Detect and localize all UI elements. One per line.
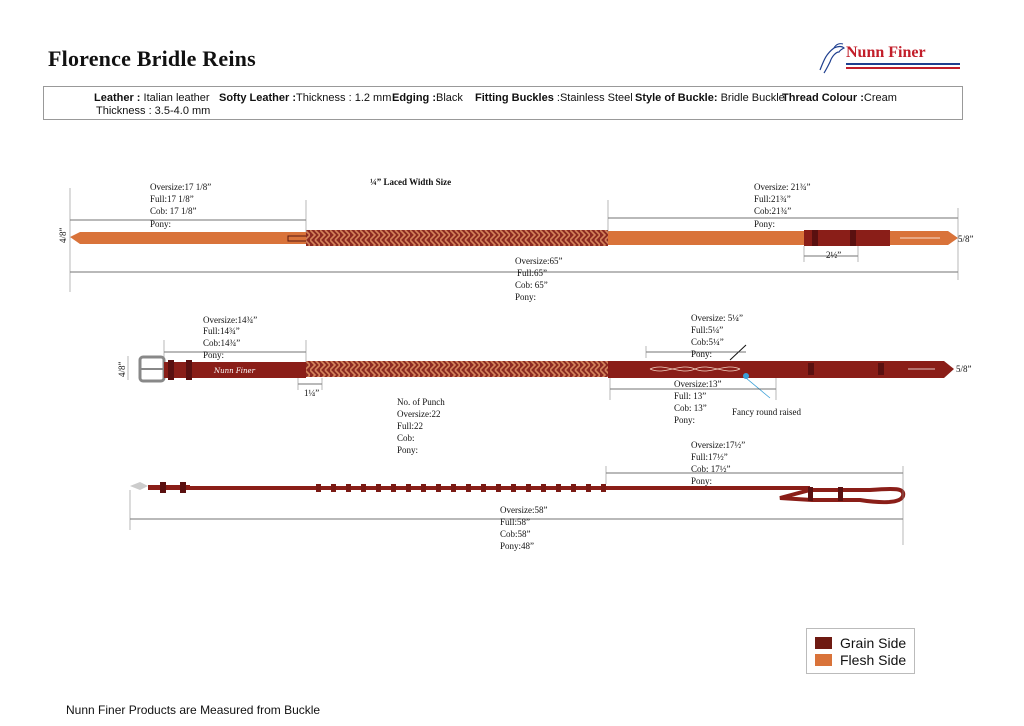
rein1-total-size: Oversize:65” xyxy=(515,256,563,266)
rein3-total-size: Oversize:58” xyxy=(500,505,548,515)
rein3-keeper-4 xyxy=(838,487,843,501)
punch-hole xyxy=(406,484,411,492)
rein2-right-top-size: Pony: xyxy=(691,349,713,359)
punch-size: No. of Punch xyxy=(397,397,445,407)
rein2-right-top-size: Cob:5¼” xyxy=(691,337,724,347)
rein3-keeper-2 xyxy=(180,482,186,493)
legend-grain-label: Grain Side xyxy=(840,635,907,651)
punch-size: Pony: xyxy=(397,445,419,455)
rein1-left-size: Full:17 1/8” xyxy=(150,194,194,204)
spec-edging-label: Edging : xyxy=(392,92,436,104)
rein1-keeper-span: 2½” xyxy=(826,250,842,260)
rein2-right-top-size: Full:5¼” xyxy=(691,325,724,335)
spec-style-label: Style of Buckle: xyxy=(635,92,718,104)
rein3-total-size: Full:58” xyxy=(500,517,531,527)
legend-flesh xyxy=(815,651,906,669)
rein1-width-right: 5/8” xyxy=(958,234,974,244)
rein3-right-size: Full:17½” xyxy=(691,452,728,462)
punch-hole xyxy=(331,484,336,492)
laced-width-caption: ¼” Laced Width Size xyxy=(370,177,452,187)
rein2-right-mid-size: Oversize:13” xyxy=(674,379,722,389)
rein-1 xyxy=(58,182,974,302)
spec-softy-value: Thickness : 1.2 mm xyxy=(296,92,392,104)
rein1-total-size: Full:65” xyxy=(517,268,548,278)
rein2-buckle-gap: 1¼” xyxy=(304,388,320,398)
punch-hole xyxy=(466,484,471,492)
rein2-width-right: 5/8” xyxy=(956,364,972,374)
punch-hole xyxy=(556,484,561,492)
logo-wordmark: Nunn Finer xyxy=(846,44,926,61)
rein1-right-size: Cob:21¾” xyxy=(754,206,792,216)
rein2-width-left: 4/8” xyxy=(117,361,127,377)
rein1-left-size: Oversize:17 1/8” xyxy=(150,182,212,192)
rein1-keeper-2 xyxy=(850,230,856,246)
rein1-flesh-left xyxy=(70,232,306,244)
punch-hole xyxy=(361,484,366,492)
flesh-swatch xyxy=(815,654,832,666)
rein2-right-top-size: Oversize: 5¼” xyxy=(691,313,743,323)
rein1-keeper-1 xyxy=(812,230,818,246)
rein2-laced-section xyxy=(306,361,608,377)
rein2-keeper-1 xyxy=(168,360,174,380)
rein3-keeper-3 xyxy=(808,487,813,501)
rein3-right-size: Oversize:17½” xyxy=(691,440,746,450)
punch-hole xyxy=(601,484,606,492)
fancy-leader-line xyxy=(746,378,770,398)
spec-thread-value: Cream xyxy=(863,92,897,104)
rein2-pointer xyxy=(730,345,746,360)
rein3-clip xyxy=(130,482,148,490)
rein3-keeper-1 xyxy=(160,482,166,493)
rein3-right-size: Cob: 17½” xyxy=(691,464,731,474)
punch-size: Oversize:22 xyxy=(397,409,441,419)
spec-style-value: Bridle Buckle xyxy=(717,92,785,104)
punch-hole xyxy=(316,484,321,492)
rein2-keeper-4 xyxy=(878,363,884,375)
rein2-left-size: Pony: xyxy=(203,350,225,360)
rein2-keeper-2 xyxy=(186,360,192,380)
punch-hole xyxy=(346,484,351,492)
punch-size: Full:22 xyxy=(397,421,424,431)
rein3-total-size: Cob:58” xyxy=(500,529,531,539)
rein1-right-size: Oversize: 21¾” xyxy=(754,182,811,192)
rein-2 xyxy=(117,313,972,455)
page-title: Florence Bridle Reins xyxy=(48,46,256,71)
rein2-grain-right xyxy=(608,361,954,378)
rein3-total-size: Pony:48” xyxy=(500,541,535,551)
punch-hole xyxy=(451,484,456,492)
rein1-width-left: 4/8” xyxy=(58,227,68,243)
rein2-brand-stamp: Nunn Finer xyxy=(214,367,255,375)
rein2-right-mid-size: Cob: 13” xyxy=(674,403,707,413)
spec-thread-label: Thread Colour : xyxy=(782,92,864,104)
punch-hole xyxy=(511,484,516,492)
punch-hole xyxy=(436,484,441,492)
spec-edging-value: Black xyxy=(436,92,463,104)
spec-softy-label: Softy Leather : xyxy=(219,92,297,104)
spec-thickness: Thickness : 3.5-4.0 mm xyxy=(96,105,211,117)
spec-leather-label: Leather : xyxy=(94,92,141,104)
spec-fitting-value: :Stainless Steel xyxy=(553,92,633,104)
punch-hole xyxy=(496,484,501,492)
punch-hole xyxy=(421,484,426,492)
rein2-right-mid-size: Full: 13” xyxy=(674,391,707,401)
spec-fitting-label: Fitting Buckles xyxy=(475,92,554,104)
rein1-left-size: Cob: 17 1/8” xyxy=(150,206,197,216)
legend-flesh-label: Flesh Side xyxy=(840,652,907,668)
rein1-flesh-right xyxy=(608,231,804,245)
punch-size: Cob: xyxy=(397,433,415,443)
rein2-left-size: Full:14¾” xyxy=(203,326,240,336)
legend-grain xyxy=(815,634,906,652)
rein1-left-size: Pony: xyxy=(150,219,172,229)
rein2-right-mid-size: Pony: xyxy=(674,415,696,425)
punch-hole xyxy=(376,484,381,492)
punch-hole xyxy=(391,484,396,492)
punch-hole xyxy=(541,484,546,492)
rein1-right-size: Full:21¾” xyxy=(754,194,791,204)
spec-leather-value: Italian leather xyxy=(143,92,210,104)
rein3-right-size: Pony: xyxy=(691,476,713,486)
rein1-total-size: Cob: 65” xyxy=(515,280,548,290)
rein2-left-size: Oversize:14¾” xyxy=(203,315,258,325)
punch-hole xyxy=(571,484,576,492)
rein2-keeper-3 xyxy=(808,363,814,375)
color-legend xyxy=(806,628,915,674)
rein1-total-size: Pony: xyxy=(515,292,537,302)
rein2-left-size: Cob:14¾” xyxy=(203,338,241,348)
rein-3 xyxy=(130,440,903,551)
rein1-right-size: Pony: xyxy=(754,219,776,229)
punch-hole xyxy=(586,484,591,492)
punch-hole xyxy=(481,484,486,492)
rein1-laced-section xyxy=(306,230,608,246)
footer-note: Nunn Finer Products are Measured from Buckle xyxy=(66,703,321,717)
fancy-round-raised-label: Fancy round raised xyxy=(732,407,801,417)
punch-hole xyxy=(526,484,531,492)
grain-swatch xyxy=(815,637,832,649)
